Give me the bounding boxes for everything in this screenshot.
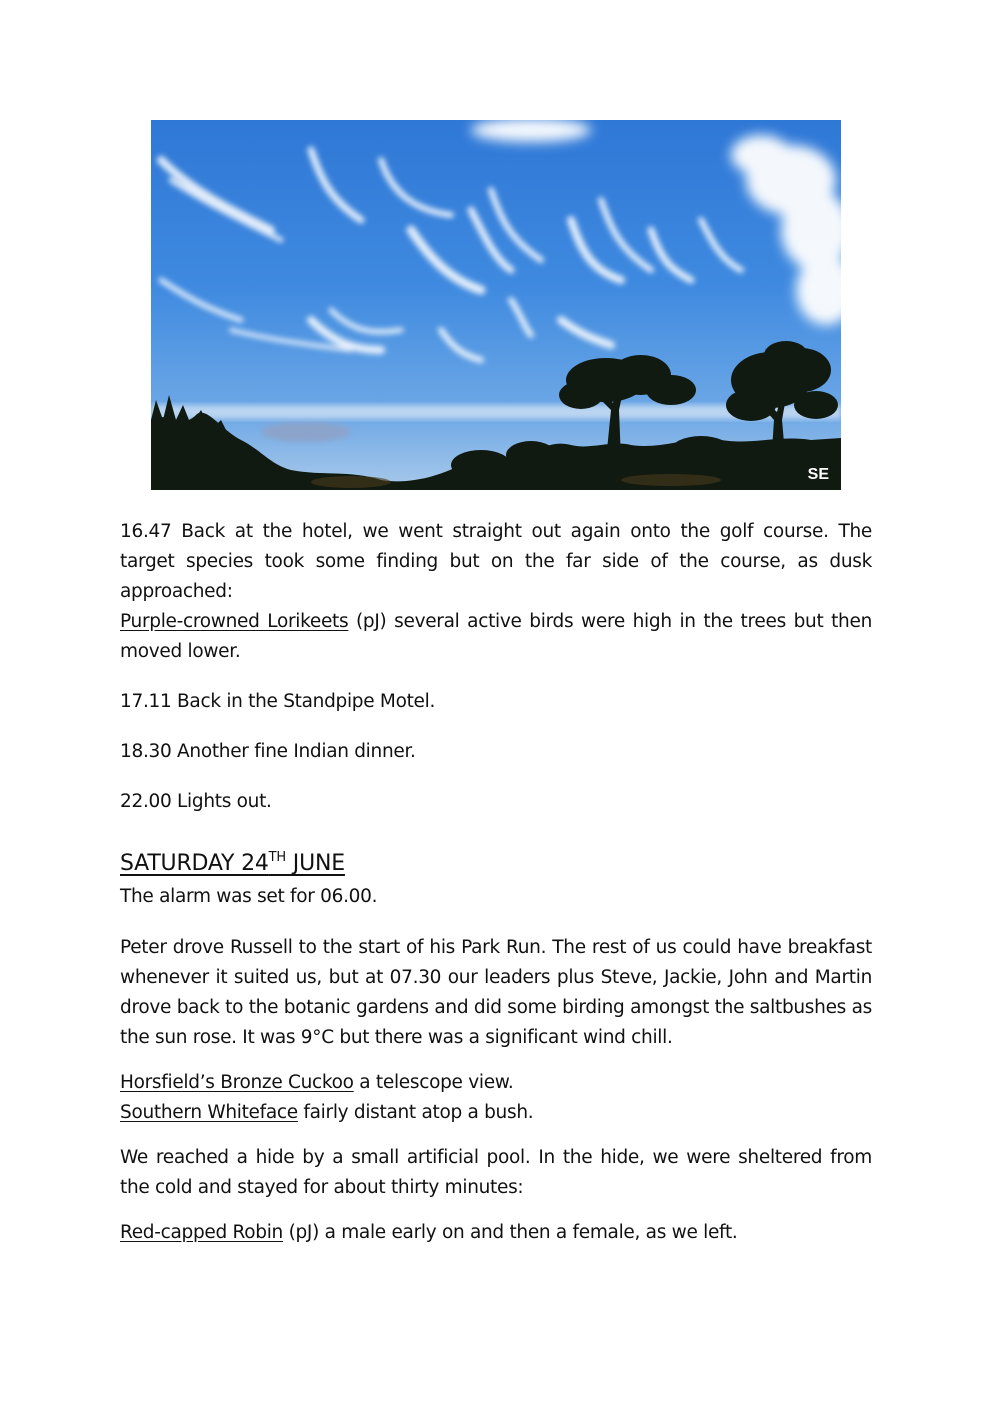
paragraph-park-run bbox=[120, 933, 872, 1053]
alarm-line: The alarm was set for 06.00. bbox=[120, 886, 378, 907]
species-name: Southern Whiteface bbox=[120, 1102, 298, 1123]
sighting-note: fairly distant atop a bush. bbox=[297, 1102, 534, 1123]
photo-credit: SE bbox=[807, 466, 829, 483]
day-heading-post: JUNE bbox=[286, 851, 345, 876]
entry-standpipe-motel: 17.11 Back in the Standpipe Motel. bbox=[120, 691, 436, 712]
species-name: Red-capped Robin bbox=[120, 1222, 283, 1243]
day-heading-text bbox=[120, 851, 345, 876]
paragraph-hide-text: We reached a hide by a small artificial pool. In the hide, we were sheltered from the cold and stayed for about thirty minutes: bbox=[120, 1147, 872, 1198]
paragraph-hide bbox=[120, 1143, 872, 1203]
day-heading bbox=[120, 849, 345, 879]
sighting-horsfields-bronze-cuckoo bbox=[120, 1068, 872, 1098]
paragraph-golf-course bbox=[120, 517, 872, 607]
sighting-purple-crowned-lorikeets bbox=[120, 607, 872, 667]
sky-photo bbox=[151, 120, 841, 490]
species-name: Purple-crowned Lorikeets bbox=[120, 611, 349, 632]
paragraph-park-run-text: Peter drove Russell to the start of his Park Run. The rest of us could have breakfast whenever it suited us, but at 07.30 our leaders plus Steve, Jackie, John and Martin drove back to the botanic gardens and did some birding amongst the saltbushes as the sun rose. It was 9°C but there was a significant wind chill. bbox=[120, 937, 872, 1048]
sighting-note: (pJ) a male early on and then a female, as we left. bbox=[282, 1222, 738, 1243]
entry-lights-out: 22.00 Lights out. bbox=[120, 791, 272, 812]
species-name: Horsfield’s Bronze Cuckoo bbox=[120, 1072, 354, 1093]
sighting-red-capped-robin bbox=[120, 1218, 872, 1248]
day-heading-pre: SATURDAY 24 bbox=[120, 851, 269, 876]
sky-photo-image bbox=[151, 120, 841, 490]
day-heading-sup: TH bbox=[268, 850, 286, 865]
sighting-note: (pJ) several active birds were high in the trees but then moved lower. bbox=[120, 611, 872, 662]
sighting-note: a telescope view. bbox=[353, 1072, 514, 1093]
paragraph-golf-course-text: 16.47 Back at the hotel, we went straight out again onto the golf course. The target species took some finding but on the far side of the course, as dusk approached: bbox=[120, 521, 872, 602]
entry-indian-dinner: 18.30 Another fine Indian dinner. bbox=[120, 741, 416, 762]
sighting-southern-whiteface bbox=[120, 1098, 872, 1128]
